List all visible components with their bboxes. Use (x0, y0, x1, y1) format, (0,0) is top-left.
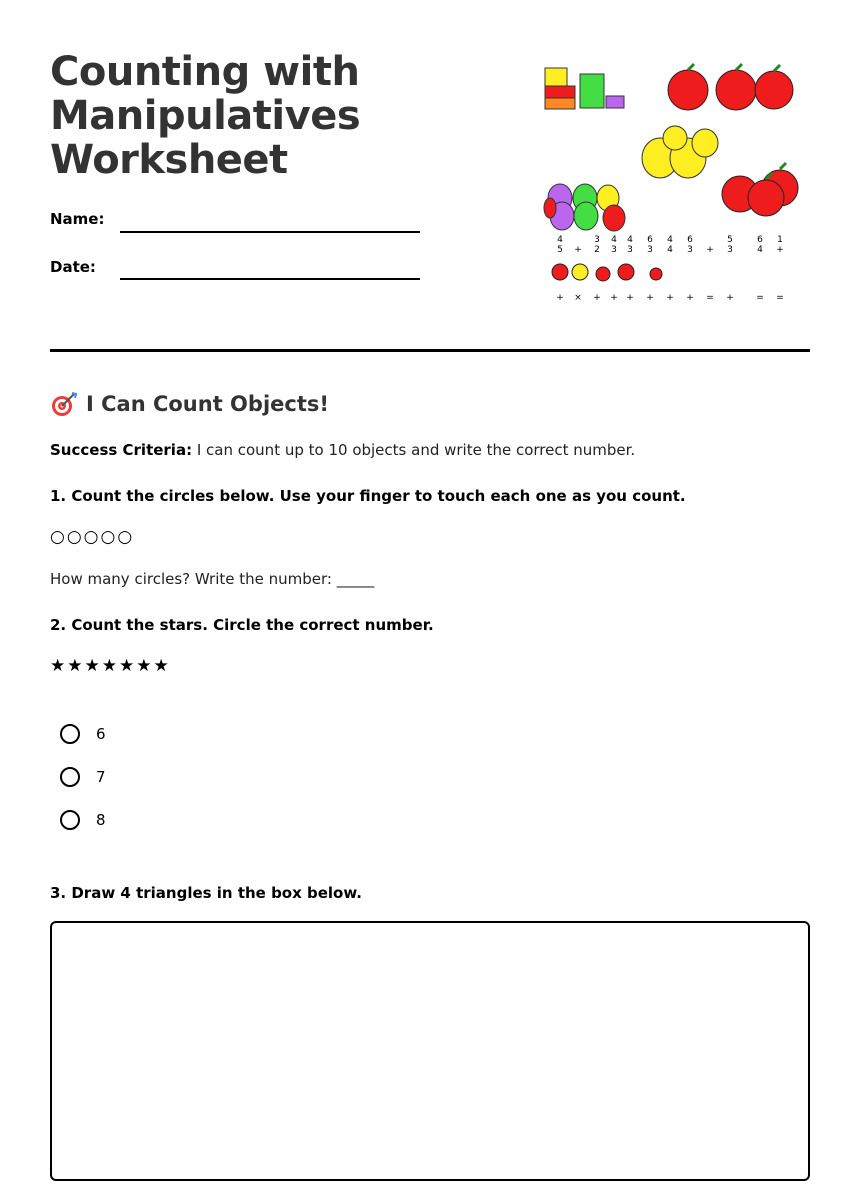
math-symbol: = (756, 293, 764, 303)
math-symbol: 3 (727, 245, 733, 255)
math-symbol: 6 (757, 235, 763, 245)
math-symbol: + (706, 245, 714, 255)
stars-row: ★★★★★★★ (50, 656, 171, 676)
math-symbol: + (593, 293, 601, 303)
option-8[interactable] (60, 810, 106, 830)
name-field[interactable] (120, 231, 420, 233)
apple-pile-icon (722, 163, 798, 216)
math-symbols (556, 235, 784, 303)
math-symbol: 3 (687, 245, 693, 255)
small-counters-icon (552, 264, 662, 281)
criteria-text: I can count up to 10 objects and write the correct number. (192, 441, 636, 459)
math-symbol: 2 (594, 245, 600, 255)
option-6[interactable] (60, 724, 106, 744)
blocks-icon (545, 68, 624, 109)
math-symbol: 3 (627, 245, 633, 255)
question-1-answer[interactable]: How many circles? Write the number: _____ (50, 570, 375, 588)
option-label: 7 (96, 768, 106, 786)
math-symbol: 5 (557, 245, 563, 255)
math-symbol: + (626, 293, 634, 303)
manipulatives-illustration (540, 58, 810, 308)
math-symbol: + (726, 293, 734, 303)
date-label: Date: (50, 258, 96, 276)
date-field[interactable] (120, 278, 420, 280)
math-symbol: × (574, 293, 582, 303)
math-symbol: 4 (667, 245, 673, 255)
radio-button[interactable] (60, 810, 80, 830)
success-criteria (50, 441, 635, 459)
math-symbol: 4 (611, 235, 617, 245)
apples-icon (668, 64, 793, 110)
name-label: Name: (50, 210, 105, 228)
math-symbol: + (686, 293, 694, 303)
math-symbol: 4 (667, 235, 673, 245)
colored-bears-icon (544, 184, 625, 231)
math-symbol: 3 (611, 245, 617, 255)
math-symbol: + (776, 245, 784, 255)
question-1-prompt: 1. Count the circles below. Use your finger to touch each one as you count. (50, 487, 686, 505)
math-symbol: + (610, 293, 618, 303)
math-symbol: = (706, 293, 714, 303)
radio-button[interactable] (60, 767, 80, 787)
option-label: 6 (96, 725, 106, 743)
math-symbol: 6 (647, 235, 653, 245)
circles-row: ○○○○○ (50, 527, 135, 547)
section-title (50, 390, 329, 418)
math-symbol: + (646, 293, 654, 303)
math-symbol: 4 (757, 245, 763, 255)
radio-button[interactable] (60, 724, 80, 744)
math-symbol: 5 (727, 235, 733, 245)
question-3-prompt: 3. Draw 4 triangles in the box below. (50, 884, 362, 902)
math-symbol: 4 (557, 235, 563, 245)
question-2-prompt: 2. Count the stars. Circle the correct number. (50, 616, 434, 634)
option-label: 8 (96, 811, 106, 829)
math-symbol: 1 (777, 235, 783, 245)
section-title-text: I Can Count Objects! (86, 392, 329, 416)
math-symbol: + (666, 293, 674, 303)
math-symbol: 6 (687, 235, 693, 245)
drawing-box[interactable] (50, 921, 810, 1181)
yellow-bears-icon (642, 126, 718, 178)
divider (50, 349, 810, 352)
page-title: Counting with Manipulatives Worksheet (50, 49, 361, 183)
math-symbol: + (574, 245, 582, 255)
math-symbol: 3 (647, 245, 653, 255)
criteria-label: Success Criteria: (50, 441, 193, 459)
math-symbol: 3 (594, 235, 600, 245)
math-symbol: + (556, 293, 564, 303)
math-symbol: 4 (627, 235, 633, 245)
option-7[interactable] (60, 767, 106, 787)
math-symbol: = (776, 293, 784, 303)
target-icon (50, 390, 78, 418)
